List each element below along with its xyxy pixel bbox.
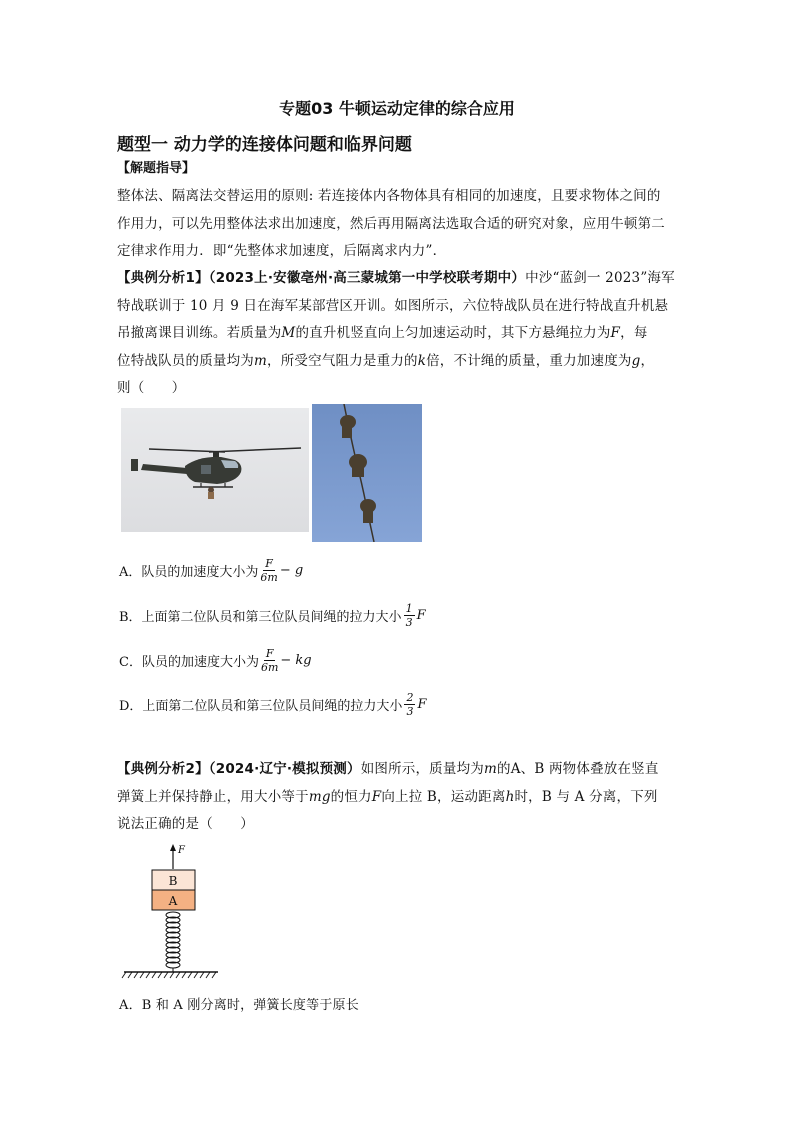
q1-text-4b: ，所受空气阻力是重力的 [267, 353, 418, 369]
q1-source: （2023上·安徽亳州·高三蒙城第一中学校联考期中） [208, 270, 526, 286]
force-label: F [178, 845, 185, 856]
fraction-denominator: 6m [260, 571, 278, 584]
option-c-fraction [261, 648, 278, 673]
var-m: m [484, 761, 498, 777]
option-c-tail: − kg [280, 653, 312, 668]
q1-line-1 [117, 266, 675, 286]
q2-line-2 [117, 785, 658, 805]
soldiers-on-rope-icon [312, 404, 422, 542]
fraction-denominator: 6m [260, 661, 279, 674]
q2-option-a: A．B 和 A 刚分离时，弹簧长度等于原长 [119, 998, 359, 1013]
q1-text-3b: 的直升机竖直向上匀加速运动时，其下方悬绳拉力为 [295, 325, 611, 341]
fraction-numerator: F [265, 647, 274, 660]
section-heading: 题型一 动力学的连接体问题和临界问题 [117, 135, 412, 155]
rope-team-photo [312, 404, 422, 542]
option-d-tail: F [417, 697, 427, 712]
arrow-head-icon [170, 844, 176, 851]
q1-tag: 【典例分析1】 [117, 270, 209, 286]
guide-line-1: 整体法、隔离法交替运用的原则: 若连接体内各物体具有相同的加速度，且要求物体之间的 [117, 188, 661, 204]
option-a-text: A．队员的加速度大小为 [119, 565, 259, 580]
guide-line-3: 定律求作用力．即“先整体求加速度，后隔离求内力”． [117, 243, 447, 259]
var-g: g [631, 353, 641, 369]
guide-line-2: 作用力，可以先用整体法求出加速度，然后再用隔离法选取合适的研究对象，应用牛顿第二 [117, 216, 665, 232]
q1-option-d [119, 692, 426, 717]
document-title: 专题03 牛顿运动定律的综合应用 [279, 99, 515, 118]
var-F: F [371, 789, 382, 805]
block-b-label: B [168, 874, 178, 888]
q2-line-1 [117, 757, 659, 777]
q1-text-1: 中沙“蓝剑一 2023”海军 [525, 270, 675, 286]
option-b-fraction [404, 603, 415, 628]
block-a-label: A [168, 894, 178, 908]
spring-coil-icon [166, 912, 180, 972]
var-h: h [505, 789, 515, 805]
option-c-text: C．队员的加速度大小为 [119, 655, 259, 670]
q1-line-4 [117, 349, 654, 369]
ground-hatch-icon [122, 972, 216, 978]
fraction-denominator: 3 [405, 616, 413, 629]
spring-block-diagram [118, 843, 228, 983]
option-a-fraction [260, 558, 277, 583]
q2-text-2a: 弹簧上并保持静止，用大小等于 [117, 789, 309, 805]
option-b-text: B．上面第二位队员和第三位队员间绳的拉力大小 [119, 610, 402, 625]
fraction-denominator: 3 [406, 705, 414, 718]
helicopter-photo [121, 408, 309, 532]
q1-option-b [119, 603, 426, 628]
q1-text-4a: 位特战队员的质量均为 [117, 353, 254, 369]
q1-line-2: 特战联训于 10 月 9 日在海军某部营区开训。如图所示，六位特战队员在进行特战直升机悬 [117, 298, 669, 314]
q2-text-2b: 的恒力 [330, 789, 372, 805]
option-b-tail: F [416, 608, 426, 623]
q1-option-a [119, 558, 303, 583]
var-M: M [281, 325, 296, 341]
q2-text-1b: 的A、B 两物体叠放在竖直 [497, 761, 659, 777]
q1-option-c [119, 648, 312, 673]
q1-line-5: 则（ ） [117, 380, 186, 396]
q2-source: （2024·辽宁·模拟预测） [208, 761, 361, 777]
q2-line-3: 说法正确的是（ ） [117, 816, 254, 832]
option-a-tail: − g [279, 563, 304, 578]
var-k: k [417, 353, 427, 369]
q2-text-2d: 时，B 与 A 分离，下列 [514, 789, 658, 805]
option-d-text: D．上面第二位队员和第三位队员间绳的拉力大小 [119, 699, 403, 714]
option-d-fraction [404, 692, 415, 717]
q2-text-2c: 向上拉 B，运动距离 [381, 789, 506, 805]
var-F: F [610, 325, 621, 341]
fraction-numerator: 2 [406, 691, 414, 704]
var-mg: mg [308, 789, 331, 805]
q1-text-4c: 倍，不计绳的质量，重力加速度为 [426, 353, 632, 369]
q1-text-3c: ，每 [620, 325, 648, 341]
fraction-numerator: 1 [405, 602, 413, 615]
var-m: m [254, 353, 268, 369]
q2-text-1a: 如图所示，质量均为 [360, 761, 484, 777]
q1-line-3 [117, 321, 648, 341]
q2-tag: 【典例分析2】 [117, 761, 209, 777]
guide-tag: 【解题指导】 [117, 161, 196, 176]
q1-text-3a: 吊撤离课目训练。若质量为 [117, 325, 282, 341]
q1-text-4d: ， [640, 353, 655, 369]
fraction-numerator: F [265, 557, 273, 570]
helicopter-icon [121, 408, 309, 532]
